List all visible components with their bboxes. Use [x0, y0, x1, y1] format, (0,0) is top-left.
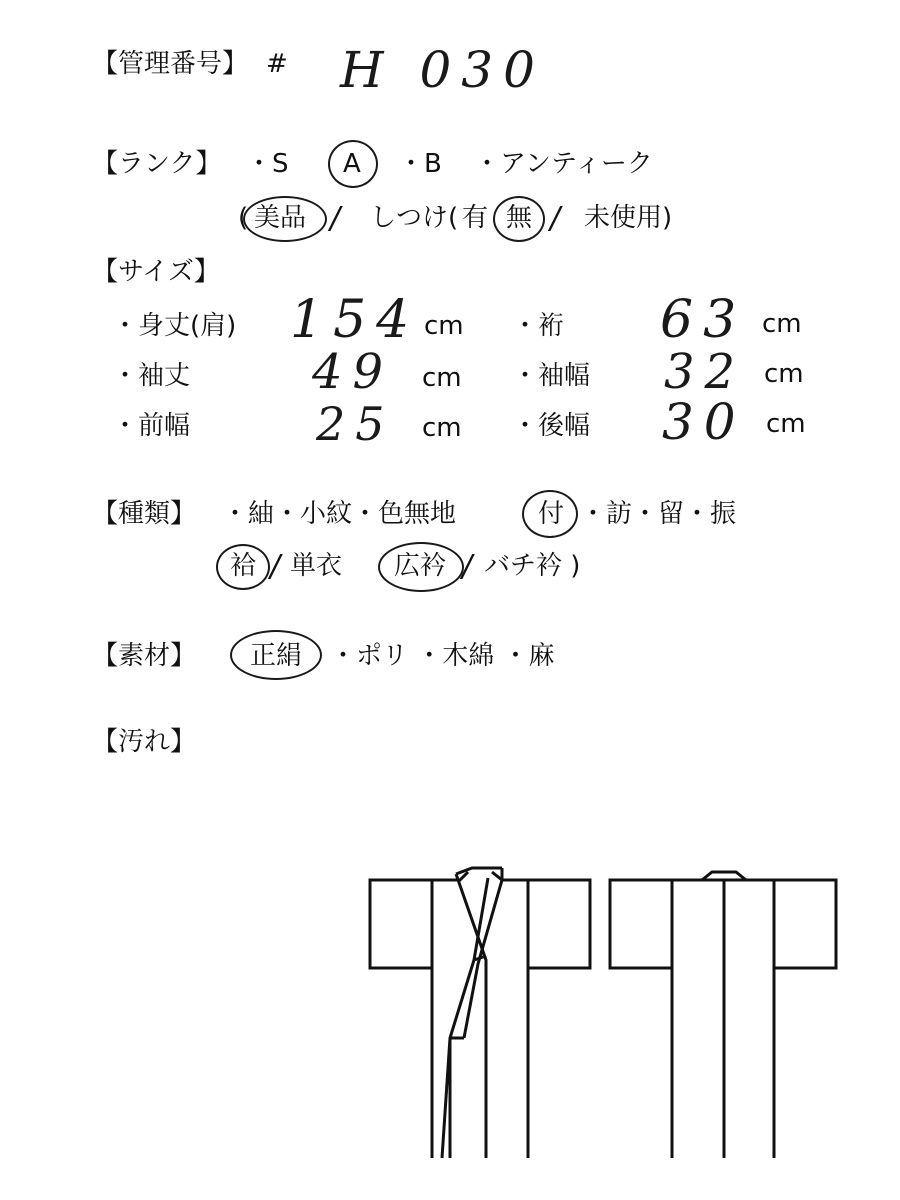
rank-label: 【ランク】	[92, 149, 222, 179]
size-label-sodehaba: ・袖幅	[512, 361, 591, 391]
size-label-yuki: ・裄	[512, 311, 565, 341]
kind-label: 【種類】	[92, 499, 197, 529]
size-label-ushirohaba: ・後幅	[512, 411, 591, 441]
size-label: 【サイズ】	[92, 257, 220, 287]
rank-b: ・B	[398, 149, 442, 179]
kind-hiroeri: 広衿	[394, 551, 447, 581]
front-shoulder-left	[432, 872, 468, 880]
size-label-maehaba: ・前幅	[112, 411, 191, 441]
material-rest: ・ポリ ・木綿 ・麻	[330, 641, 555, 671]
rank-s: ・S	[246, 149, 289, 179]
size-unit: cm	[424, 311, 464, 341]
kind-hitoe: 単衣	[290, 551, 343, 581]
kind-awase: 袷	[230, 551, 257, 581]
stain-label: 【汚れ】	[92, 727, 197, 757]
kimono-front	[370, 868, 590, 1158]
size-value-sodetake: 49	[312, 344, 394, 400]
kind-tsuke: 付	[538, 499, 565, 529]
slash-mark: /	[330, 201, 341, 236]
rank-a: A	[343, 149, 361, 179]
rank-yes: 有	[462, 203, 489, 233]
front-left-sleeve	[370, 880, 432, 968]
back-right-sleeve	[774, 880, 836, 968]
rank-beauty: 美品	[254, 203, 307, 233]
rank-unused: 未使用)	[584, 203, 673, 233]
material-label: 【素材】	[92, 641, 197, 671]
rank-no: 無	[506, 203, 533, 233]
size-unit: cm	[422, 363, 462, 393]
size-unit: cm	[762, 309, 802, 339]
management-number: H 030	[340, 41, 545, 99]
slash-mark: /	[462, 549, 473, 584]
size-label-sodetake: ・袖丈	[112, 361, 191, 391]
size-value-maehaba: 25	[316, 397, 395, 451]
back-left-sleeve	[610, 880, 672, 968]
management-label: 【管理番号】	[92, 49, 249, 79]
rank-antique: ・アンティーク	[474, 149, 653, 179]
kind-line1b: ・訪・留・振	[580, 499, 737, 529]
size-value-mitake: 154	[290, 290, 420, 350]
rank-open-paren: (	[238, 203, 249, 233]
kind-line1: ・紬・小紋・色無地	[222, 499, 457, 529]
material-shoken: 正絹	[250, 641, 303, 671]
size-unit: cm	[422, 413, 462, 443]
size-value-sodehaba: 32	[664, 344, 746, 400]
front-right-sleeve	[528, 880, 590, 968]
kind-bachieri: バチ衿 )	[484, 551, 581, 581]
size-value-yuki: 63	[660, 290, 747, 350]
slash-mark: /	[550, 201, 561, 236]
size-unit: cm	[766, 409, 806, 439]
kimono-back	[610, 872, 836, 1158]
size-unit: cm	[764, 359, 804, 389]
kimono-diagram	[360, 860, 840, 1160]
rank-paren: (	[448, 203, 459, 233]
size-value-ushirohaba: 30	[662, 393, 746, 451]
management-hash: #	[266, 49, 288, 79]
rank-shitsuke: しつけ	[370, 203, 449, 233]
slash-mark: /	[270, 549, 281, 584]
size-label-mitake: ・身丈(肩)	[112, 311, 237, 341]
front-shoulder-right	[492, 872, 528, 880]
